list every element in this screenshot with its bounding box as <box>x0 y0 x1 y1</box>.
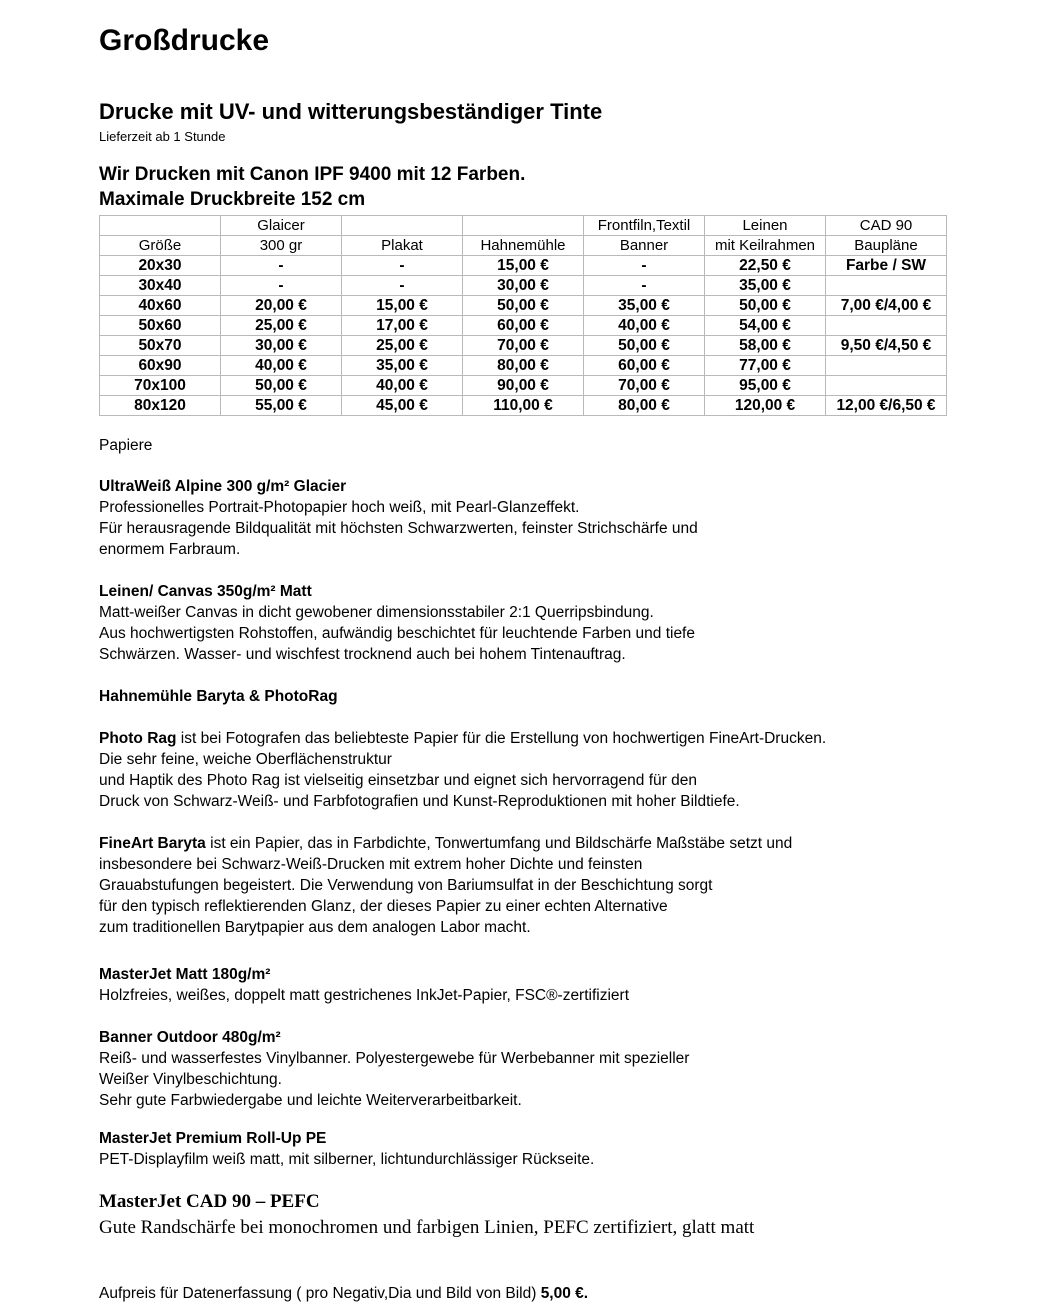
size-cell: 40x60 <box>100 296 221 316</box>
paper-text-line: PET-Displayfilm weiß matt, mit silberner, lichtundurchlässiger Rückseite. <box>99 1151 595 1168</box>
price-cell: 9,50 €/4,50 € <box>826 336 947 356</box>
price-cell: - <box>584 256 705 276</box>
price-cell: - <box>221 276 342 296</box>
paper-heading: Hahnemühle Baryta & PhotoRag <box>99 688 338 705</box>
price-cell: 12,00 €/6,50 € <box>826 396 947 416</box>
price-cell: 40,00 € <box>584 316 705 336</box>
table-row <box>100 296 947 316</box>
price-cell: 40,00 € <box>221 356 342 376</box>
price-cell: 120,00 € <box>705 396 826 416</box>
price-cell: 20,00 € <box>221 296 342 316</box>
price-cell: 58,00 € <box>705 336 826 356</box>
header-cell: Glaicer <box>221 216 342 236</box>
table-row <box>100 376 947 396</box>
paper-inline-heading: Photo Rag <box>99 730 177 747</box>
paper-section-masterjet-matt <box>99 964 1029 1006</box>
price-cell <box>826 276 947 296</box>
table-header-row-2 <box>100 236 947 256</box>
page-title: Großdrucke <box>99 24 270 57</box>
paper-inline-heading: FineArt Baryta <box>99 835 206 852</box>
paper-section-banner-outdoor <box>99 1027 1029 1111</box>
price-cell: 50,00 € <box>463 296 584 316</box>
paper-section-masterjet-cad90 <box>99 1189 1029 1241</box>
paper-heading: MasterJet Premium Roll-Up PE <box>99 1130 327 1147</box>
price-cell: 25,00 € <box>342 336 463 356</box>
price-cell: 60,00 € <box>584 356 705 376</box>
price-cell: 15,00 € <box>463 256 584 276</box>
price-cell: 40,00 € <box>342 376 463 396</box>
price-cell: 70,00 € <box>463 336 584 356</box>
price-cell: 22,50 € <box>705 256 826 276</box>
surcharge-price: 5,00 €. <box>540 1285 589 1302</box>
header-cell: Plakat <box>342 236 463 256</box>
paper-text-line: enormem Farbraum. <box>99 541 241 558</box>
table-row <box>100 356 947 376</box>
price-cell: - <box>342 276 463 296</box>
price-cell: 50,00 € <box>584 336 705 356</box>
price-cell: 110,00 € <box>463 396 584 416</box>
header-cell: Banner <box>584 236 705 256</box>
paper-heading: Leinen/ Canvas 350g/m² Matt <box>99 583 312 600</box>
price-cell: 15,00 € <box>342 296 463 316</box>
header-cell: 300 gr <box>221 236 342 256</box>
paper-text-line: insbesondere bei Schwarz-Weiß-Drucken mit extrem hoher Dichte und feinsten <box>99 856 643 873</box>
paper-text-line: Professionelles Portrait-Photopapier hoch weiß, mit Pearl-Glanzeffekt. <box>99 499 580 516</box>
paper-section-masterjet-rollup <box>99 1128 1029 1170</box>
paper-text-line: Druck von Schwarz-Weiß- und Farbfotografien und Kunst-Reproduktionen mit hoher Bildtiefe. <box>99 793 740 810</box>
size-cell: 80x120 <box>100 396 221 416</box>
table-row <box>100 316 947 336</box>
paper-section-fineart-baryta <box>99 833 1029 938</box>
surcharge-note <box>99 1285 1029 1303</box>
paper-text-line <box>99 833 1029 854</box>
price-table <box>99 215 947 416</box>
price-cell: 80,00 € <box>463 356 584 376</box>
table-header-row-1 <box>100 216 947 236</box>
price-cell: 77,00 € <box>705 356 826 376</box>
printer-info <box>99 162 1029 212</box>
price-cell: 30,00 € <box>463 276 584 296</box>
paper-section-leinen-canvas <box>99 581 1029 665</box>
surcharge-text: Aufpreis für Datenerfassung ( pro Negativ,Dia und Bild von Bild) <box>99 1285 541 1302</box>
paper-text-line: Sehr gute Farbwiedergabe und leichte Weiterverarbeitbarkeit. <box>99 1092 522 1109</box>
paper-text-line-serif: Gute Randschärfe bei monochromen und farbigen Linien, PEFC zertifiziert, glatt matt <box>99 1217 755 1238</box>
price-cell <box>826 356 947 376</box>
header-cell-size: Größe <box>100 236 221 256</box>
size-cell: 50x70 <box>100 336 221 356</box>
price-cell: 70,00 € <box>584 376 705 396</box>
section-subtitle: Drucke mit UV- und witterungsbeständiger Tinte <box>99 99 603 124</box>
paper-section-ultraweiss <box>99 476 1029 560</box>
price-cell: 17,00 € <box>342 316 463 336</box>
paper-heading: MasterJet Matt 180g/m² <box>99 966 271 983</box>
price-cell: 80,00 € <box>584 396 705 416</box>
printer-line: Wir Drucken mit Canon IPF 9400 mit 12 Farben. <box>99 164 526 185</box>
price-cell: - <box>342 256 463 276</box>
paper-text-line: Die sehr feine, weiche Oberflächenstruktur <box>99 751 392 768</box>
price-cell: 35,00 € <box>705 276 826 296</box>
paper-text-line: Schwärzen. Wasser- und wischfest trocknend auch bei hohem Tintenauftrag. <box>99 646 626 663</box>
paper-section-hahnemuehle <box>99 686 1029 707</box>
price-cell: 35,00 € <box>584 296 705 316</box>
size-cell: 60x90 <box>100 356 221 376</box>
header-cell <box>463 216 584 236</box>
price-cell: 30,00 € <box>221 336 342 356</box>
price-cell: 7,00 €/4,00 € <box>826 296 947 316</box>
table-row <box>100 336 947 356</box>
table-row <box>100 396 947 416</box>
delivery-note: Lieferzeit ab 1 Stunde <box>99 129 226 144</box>
header-cell <box>100 216 221 236</box>
price-cell: 60,00 € <box>463 316 584 336</box>
price-cell: 54,00 € <box>705 316 826 336</box>
header-cell: CAD 90 <box>826 216 947 236</box>
paper-heading-serif: MasterJet CAD 90 – PEFC <box>99 1191 320 1212</box>
paper-text-line: Matt-weißer Canvas in dicht gewobener dimensionsstabiler 2:1 Querripsbindung. <box>99 604 654 621</box>
paper-text-line: Reiß- und wasserfestes Vinylbanner. Polyestergewebe für Werbebanner mit spezieller <box>99 1050 690 1067</box>
paper-section-photo-rag <box>99 728 1029 812</box>
price-cell: 35,00 € <box>342 356 463 376</box>
price-cell <box>826 316 947 336</box>
paper-text-line: Weißer Vinylbeschichtung. <box>99 1071 282 1088</box>
price-cell: 50,00 € <box>221 376 342 396</box>
header-cell: mit Keilrahmen <box>705 236 826 256</box>
paper-text-line: Aus hochwertigsten Rohstoffen, aufwändig beschichtet für leuchtende Farben und tiefe <box>99 625 695 642</box>
paper-text-line <box>99 728 1029 749</box>
price-cell: 95,00 € <box>705 376 826 396</box>
header-cell <box>342 216 463 236</box>
paper-heading: UltraWeiß Alpine 300 g/m² Glacier <box>99 478 347 495</box>
paper-text-line: und Haptik des Photo Rag ist vielseitig einsetzbar und eignet sich hervorragend für den <box>99 772 697 789</box>
size-cell: 20x30 <box>100 256 221 276</box>
header-cell: Hahnemühle <box>463 236 584 256</box>
max-width-line: Maximale Druckbreite 152 cm <box>99 189 366 210</box>
price-cell: Farbe / SW <box>826 256 947 276</box>
price-cell: 55,00 € <box>221 396 342 416</box>
paper-text-line: Holzfreies, weißes, doppelt matt gestrichenes InkJet-Papier, FSC®-zertifiziert <box>99 987 630 1004</box>
price-cell: 90,00 € <box>463 376 584 396</box>
size-cell: 50x60 <box>100 316 221 336</box>
paper-lead-rest: ist ein Papier, das in Farbdichte, Tonwertumfang und Bildschärfe Maßstäbe setzt und <box>205 835 793 852</box>
price-cell: 45,00 € <box>342 396 463 416</box>
header-cell: Leinen <box>705 216 826 236</box>
paper-text-line: zum traditionellen Barytpapier aus dem analogen Labor macht. <box>99 919 531 936</box>
header-cell: Baupläne <box>826 236 947 256</box>
table-row <box>100 276 947 296</box>
paper-text-line: für den typisch reflektierenden Glanz, der dieses Papier zu einer echten Alternative <box>99 898 668 915</box>
size-cell: 70x100 <box>100 376 221 396</box>
price-cell <box>826 376 947 396</box>
paper-text-line: Für herausragende Bildqualität mit höchsten Schwarzwerten, feinster Strichschärfe und <box>99 520 698 537</box>
price-cell: 25,00 € <box>221 316 342 336</box>
size-cell: 30x40 <box>100 276 221 296</box>
table-row <box>100 256 947 276</box>
paper-text-line: Grauabstufungen begeistert. Die Verwendung von Bariumsulfat in der Beschichtung sorgt <box>99 877 713 894</box>
paper-heading: Banner Outdoor 480g/m² <box>99 1029 281 1046</box>
papiere-label: Papiere <box>99 437 153 454</box>
price-cell: - <box>221 256 342 276</box>
paper-lead-rest: ist bei Fotografen das beliebteste Papier für die Erstellung von hochwertigen FineArt-Drucken. <box>176 730 827 747</box>
price-cell: - <box>584 276 705 296</box>
header-cell: Frontfiln,Textil <box>584 216 705 236</box>
price-cell: 50,00 € <box>705 296 826 316</box>
